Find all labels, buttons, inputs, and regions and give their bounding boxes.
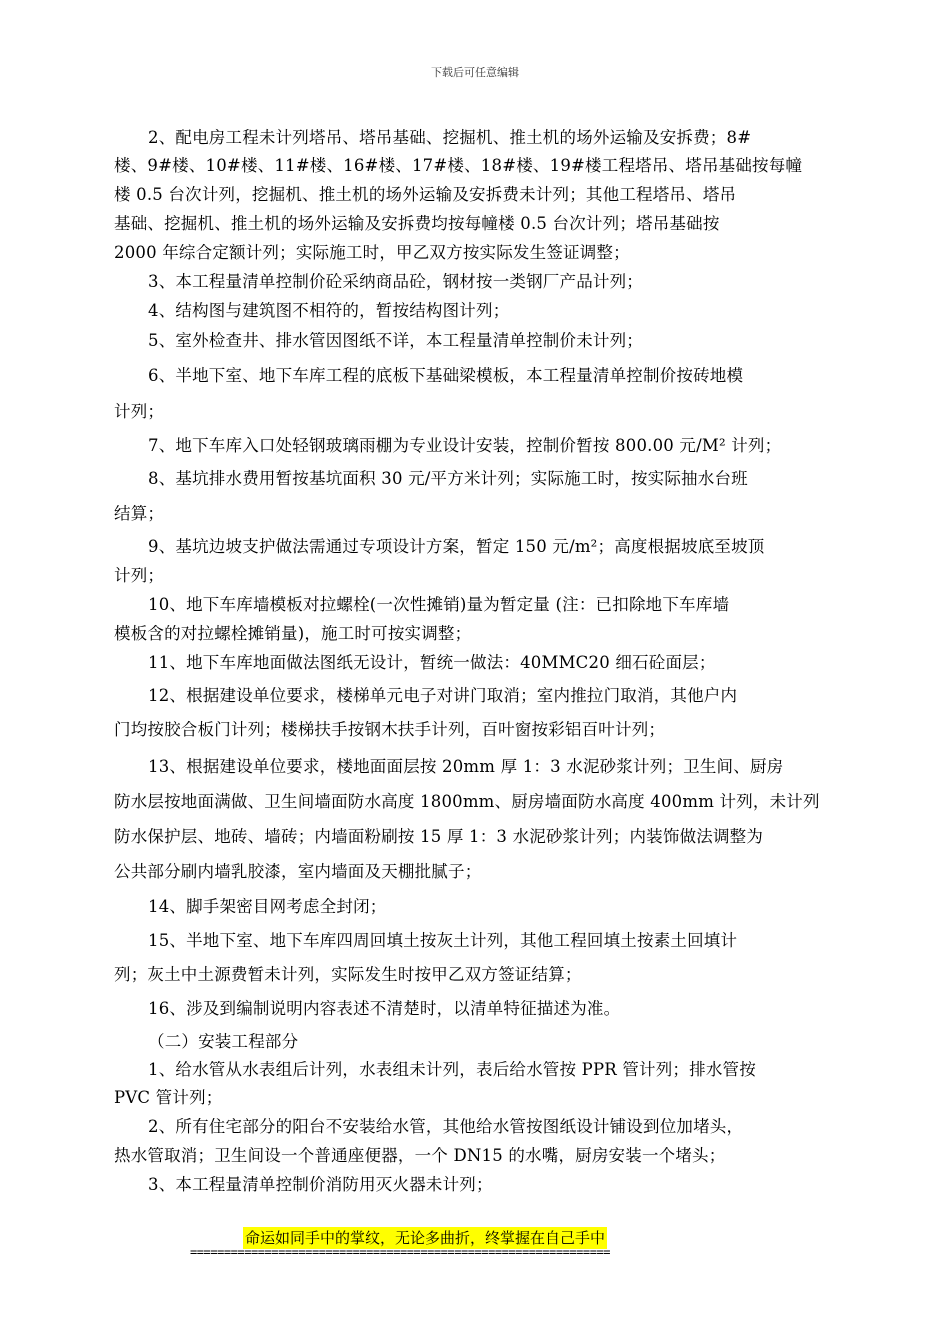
text-line: 12、根据建设单位要求，楼梯单元电子对讲门取消；室内推拉门取消，其他户内	[148, 686, 738, 705]
text-line: 15、半地下室、地下车库四周回填土按灰土计列，其他工程回填土按素土回填计	[148, 931, 738, 950]
footer-divider: ==============================================================	[190, 1245, 611, 1259]
text-line: 6、半地下室、地下车库工程的底板下基础梁模板，本工程量清单控制价按砖地模	[148, 366, 744, 385]
text-line: 8、基坑排水费用暂按基坑面积 30 元/平方米计列；实际施工时，按实际抽水台班	[148, 469, 748, 488]
text-line: 3、本工程量清单控制价消防用灭火器未计列；	[148, 1175, 493, 1194]
text-line: 热水管取消；卫生间设一个普通座便器，一个 DN15 的水嘴，厨房安装一个堵头；	[114, 1146, 726, 1165]
text-line: 7、地下车库入口处轻钢玻璃雨棚为专业设计安装，控制价暂按 800.00 元/M² 计列；	[148, 436, 782, 455]
text-line: 10、地下车库墙模板对拉螺栓(一次性摊销)量为暂定量 (注：已扣除地下车库墙	[148, 595, 730, 614]
text-line: 结算；	[114, 504, 165, 523]
text-line: 楼 0.5 台次计列，挖掘机、推土机的场外运输及安拆费未计列；其他工程塔吊、塔吊	[114, 185, 737, 204]
text-line: 3、本工程量清单控制价砼采纳商品砼，钢材按一类钢厂产品计列；	[148, 272, 643, 291]
text-line: 16、涉及到编制说明内容表述不清楚时，以清单特征描述为准。	[148, 999, 621, 1018]
text-line: 5、室外检查井、排水管因图纸不详，本工程量清单控制价未计列；	[148, 331, 643, 350]
text-line: 基础、挖掘机、推土机的场外运输及安拆费均按每幢楼 0.5 台次计列；塔吊基础按	[114, 214, 720, 233]
footer-motto: 命运如同手中的掌纹，无论多曲折，终掌握在自己手中	[245, 1229, 606, 1247]
text-line: 2、配电房工程未计列塔吊、塔吊基础、挖掘机、推土机的场外运输及安拆费；8#	[148, 128, 752, 147]
text-line: 2、所有住宅部分的阳台不安装给水管，其他给水管按图纸设计铺设到位加堵头，	[148, 1117, 744, 1136]
text-line: 计列；	[114, 566, 165, 585]
text-line: 9、基坑边坡支护做法需通过专项设计方案，暂定 150 元/m²；高度根据坡底至坡顶	[148, 537, 765, 556]
text-line: 13、根据建设单位要求，楼地面面层按 20mm 厚 1：3 水泥砂浆计列；卫生间、厨房	[148, 757, 784, 776]
text-line: （二）安装工程部分	[148, 1032, 299, 1051]
text-line: 计列；	[114, 402, 165, 421]
text-line: 14、脚手架密目网考虑全封闭；	[148, 897, 387, 916]
text-line: 门均按胶合板门计列；楼梯扶手按钢木扶手计列，百叶窗按彩铝百叶计列；	[114, 720, 666, 739]
text-line: 列；灰土中土源费暂未计列，实际发生时按甲乙双方签证结算；	[114, 965, 582, 984]
text-line: 防水保护层、地砖、墙砖；内墙面粉刷按 15 厚 1：3 水泥砂浆计列；内装饰做法调整为	[114, 827, 764, 846]
text-line: 楼、9#楼、10#楼、11#楼、16#楼、17#楼、18#楼、19#楼工程塔吊、塔吊基础按每幢	[114, 156, 803, 175]
page-header: 下载后可任意编辑	[431, 66, 519, 79]
text-line: 模板含的对拉螺栓摊销量)，施工时可按实调整；	[114, 624, 472, 643]
text-line: 1、给水管从水表组后计列，水表组未计列，表后给水管按 PPR 管计列；排水管按	[148, 1060, 756, 1079]
text-line: 11、地下车库地面做法图纸无设计，暂统一做法：40MMC20 细石砼面层；	[148, 653, 716, 672]
text-line: 2000 年综合定额计列；实际施工时，甲乙双方按实际发生签证调整；	[114, 243, 630, 262]
text-line: 4、结构图与建筑图不相符的，暂按结构图计列；	[148, 301, 510, 320]
text-line: PVC 管计列；	[114, 1088, 223, 1107]
text-line: 公共部分刷内墙乳胶漆，室内墙面及天棚批腻子；	[114, 862, 482, 881]
text-line: 防水层按地面满做、卫生间墙面防水高度 1800mm、厨房墙面防水高度 400mm 计列，未计列	[114, 792, 820, 811]
